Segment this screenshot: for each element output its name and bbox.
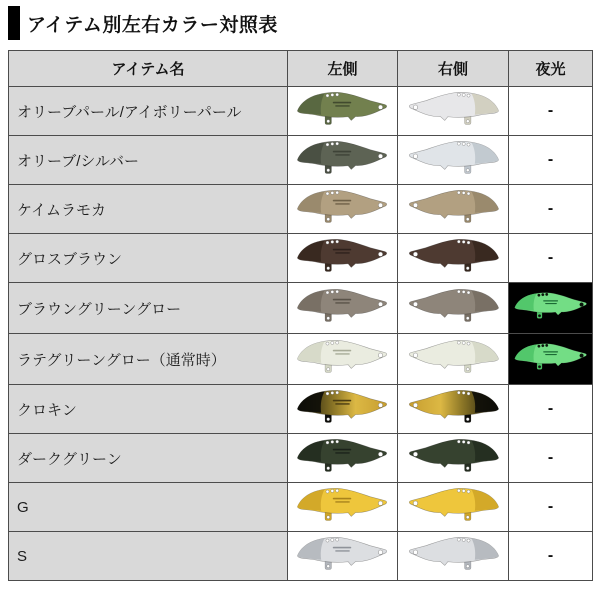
hook-hanger-hole <box>466 515 469 518</box>
back-hole <box>545 344 547 346</box>
item-name: S <box>9 532 288 581</box>
left-side-lure-image <box>288 483 398 532</box>
tail-hole <box>413 105 417 109</box>
item-name: G <box>9 483 288 532</box>
table-row <box>9 136 593 185</box>
back-hole <box>326 539 329 542</box>
lure-body-group <box>297 141 386 173</box>
tail-hole <box>579 354 583 358</box>
back-hole <box>336 391 339 394</box>
back-hole <box>336 341 339 344</box>
lure-body-group <box>409 239 498 271</box>
lure-body-group <box>297 439 386 471</box>
right-side-lure-image <box>398 185 509 234</box>
brand-marking <box>335 353 350 354</box>
glow-black-background <box>509 334 592 384</box>
glow-none <box>509 385 593 434</box>
no-glow-dash: - <box>547 498 554 515</box>
brand-marking <box>333 248 351 250</box>
lure-body-group <box>297 537 386 569</box>
tail-hole <box>378 403 382 407</box>
lure-body-group <box>409 92 498 124</box>
back-hole <box>336 191 339 194</box>
brand-marking <box>545 303 557 304</box>
item-name: ダークグリーン <box>9 434 288 483</box>
back-hole <box>462 93 465 96</box>
hook-hanger-hole <box>327 515 330 518</box>
hook-hanger-hole <box>327 417 330 420</box>
glow-none <box>509 483 593 532</box>
hook-hanger-hole <box>466 266 469 269</box>
back-hole <box>336 440 339 443</box>
lure-right-view <box>405 187 502 232</box>
back-hole <box>457 290 460 293</box>
tail-hole <box>378 252 382 256</box>
hook-hanger-hole <box>538 366 540 368</box>
column-header-glow: 夜光 <box>509 51 593 87</box>
right-side-lure-image <box>398 87 509 136</box>
back-hole <box>326 94 329 97</box>
back-hole <box>462 191 465 194</box>
hook-hanger-hole <box>327 217 330 220</box>
back-hole <box>466 342 469 345</box>
brand-marking <box>333 298 351 300</box>
title-block <box>8 6 278 40</box>
back-hole <box>466 392 469 395</box>
lure-left-view <box>294 485 391 530</box>
no-glow-dash: - <box>547 102 554 119</box>
lure-body-group <box>297 190 386 222</box>
lure-right-view <box>405 436 502 481</box>
back-hole <box>326 291 329 294</box>
item-name: クロキン <box>9 385 288 434</box>
lure-body-group <box>297 239 386 271</box>
tail-hole <box>378 203 382 207</box>
back-hole <box>457 489 460 492</box>
column-header-right-side: 右側 <box>398 51 509 87</box>
back-hole <box>466 143 469 146</box>
lure-left-view <box>294 187 391 232</box>
table-row <box>9 283 593 334</box>
table-row <box>9 87 593 136</box>
back-hole <box>457 341 460 344</box>
no-glow-dash: - <box>547 400 554 417</box>
tail-hole <box>413 452 417 456</box>
hook-hanger-hole <box>466 119 469 122</box>
left-side-lure-image <box>288 87 398 136</box>
right-side-lure-image <box>398 434 509 483</box>
back-hole <box>331 341 334 344</box>
right-side-lure-image <box>398 234 509 283</box>
lure-left-view <box>294 337 391 382</box>
lure-body-group <box>297 289 386 321</box>
back-hole <box>466 192 469 195</box>
lure-left-view <box>294 138 391 183</box>
back-hole <box>545 293 547 295</box>
back-hole <box>466 241 469 244</box>
glow-lure-image <box>509 283 593 334</box>
back-hole <box>331 191 334 194</box>
lure-body-group <box>297 488 386 520</box>
brand-marking <box>333 349 351 351</box>
tail-hole <box>378 154 382 158</box>
hook-hanger-hole <box>327 367 330 370</box>
lure-body-group <box>409 340 498 372</box>
back-hole <box>326 342 329 345</box>
back-hole <box>541 293 543 295</box>
back-hole <box>466 441 469 444</box>
item-name: オリーブパール/アイボリーパール <box>9 87 288 136</box>
back-hole <box>466 490 469 493</box>
lure-right-view <box>405 387 502 432</box>
back-hole <box>457 440 460 443</box>
left-side-lure-image <box>288 532 398 581</box>
back-hole <box>462 240 465 243</box>
lure-body-group <box>409 439 498 471</box>
lure-body-group <box>409 190 498 222</box>
brand-marking <box>333 199 351 201</box>
lure-right-view <box>405 286 502 331</box>
tail-hole <box>378 302 382 306</box>
back-hole <box>331 240 334 243</box>
item-name: ケイムラモカ <box>9 185 288 234</box>
hook-hanger-hole <box>466 417 469 420</box>
lure-body-group <box>409 488 498 520</box>
lure-body-group <box>409 141 498 173</box>
lure-body-group <box>297 390 386 422</box>
brand-marking <box>333 546 351 548</box>
lure-left-view <box>294 436 391 481</box>
column-header-item-name: アイテム名 <box>9 51 288 87</box>
hook-hanger-hole <box>538 315 540 317</box>
lure-body-group <box>514 344 586 370</box>
table-row <box>9 385 593 434</box>
back-hole <box>331 489 334 492</box>
back-hole <box>326 392 329 395</box>
back-hole <box>336 142 339 145</box>
title-bar-icon <box>8 6 20 40</box>
back-hole <box>326 192 329 195</box>
lure-left-view <box>294 534 391 579</box>
table-row <box>9 334 593 385</box>
lure-left-view <box>294 387 391 432</box>
back-hole <box>457 191 460 194</box>
hook-hanger-hole <box>327 168 330 171</box>
no-glow-dash: - <box>547 449 554 466</box>
back-hole <box>326 143 329 146</box>
back-hole <box>331 391 334 394</box>
tail-hole <box>413 403 417 407</box>
back-hole <box>326 241 329 244</box>
hook-hanger-hole <box>466 168 469 171</box>
lure-glow-view <box>512 339 590 379</box>
tail-hole <box>413 550 417 554</box>
brand-marking <box>335 550 350 551</box>
back-hole <box>331 142 334 145</box>
back-hole <box>457 538 460 541</box>
hook-hanger-hole <box>327 119 330 122</box>
back-hole <box>457 391 460 394</box>
back-hole <box>466 94 469 97</box>
glow-none <box>509 234 593 283</box>
column-header-left-side: 左側 <box>288 51 398 87</box>
back-hole <box>462 142 465 145</box>
tail-hole <box>413 203 417 207</box>
brand-marking <box>543 351 558 352</box>
lure-body-group <box>297 92 386 124</box>
back-hole <box>336 240 339 243</box>
glow-none <box>509 434 593 483</box>
brand-marking <box>335 203 350 204</box>
item-name: オリーブ/シルバー <box>9 136 288 185</box>
hook-hanger-hole <box>466 466 469 469</box>
table-row <box>9 185 593 234</box>
left-side-lure-image <box>288 334 398 385</box>
tail-hole <box>378 353 382 357</box>
back-hole <box>462 489 465 492</box>
item-name: ブラウングリーングロー <box>9 283 288 334</box>
back-hole <box>457 93 460 96</box>
brand-marking <box>545 354 557 355</box>
glow-none <box>509 87 593 136</box>
back-hole <box>462 440 465 443</box>
lure-left-view <box>294 89 391 134</box>
tail-hole <box>413 501 417 505</box>
color-comparison-table <box>8 50 593 581</box>
left-side-lure-image <box>288 385 398 434</box>
no-glow-dash: - <box>547 200 554 217</box>
tail-hole <box>413 353 417 357</box>
item-name: グロスブラウン <box>9 234 288 283</box>
back-hole <box>537 345 539 347</box>
glow-black-background <box>509 283 592 333</box>
lure-right-view <box>405 337 502 382</box>
table-row <box>9 532 593 581</box>
hook-hanger-hole <box>466 367 469 370</box>
back-hole <box>541 344 543 346</box>
hook-hanger-hole <box>466 564 469 567</box>
brand-marking <box>333 497 351 499</box>
back-hole <box>457 142 460 145</box>
back-hole <box>462 290 465 293</box>
lure-glow-view <box>512 288 590 328</box>
no-glow-dash: - <box>547 249 554 266</box>
table-row <box>9 434 593 483</box>
tail-hole <box>378 550 382 554</box>
right-side-lure-image <box>398 136 509 185</box>
no-glow-dash: - <box>547 151 554 168</box>
back-hole <box>331 290 334 293</box>
hook-hanger-hole <box>327 316 330 319</box>
back-hole <box>336 489 339 492</box>
back-hole <box>537 294 539 296</box>
left-side-lure-image <box>288 434 398 483</box>
brand-marking <box>333 399 351 401</box>
header-row <box>9 51 593 87</box>
back-hole <box>457 240 460 243</box>
back-hole <box>326 490 329 493</box>
brand-marking <box>335 154 350 155</box>
tail-hole <box>413 302 417 306</box>
lure-right-view <box>405 89 502 134</box>
left-side-lure-image <box>288 185 398 234</box>
brand-marking <box>335 501 350 502</box>
lure-body-group <box>409 537 498 569</box>
right-side-lure-image <box>398 483 509 532</box>
back-hole <box>466 291 469 294</box>
back-hole <box>336 93 339 96</box>
lure-body-group <box>409 289 498 321</box>
tail-hole <box>378 452 382 456</box>
right-side-lure-image <box>398 283 509 334</box>
brand-marking <box>335 452 350 453</box>
lure-right-view <box>405 485 502 530</box>
item-name: ラテグリーングロー（通常時） <box>9 334 288 385</box>
glow-none <box>509 136 593 185</box>
hook-hanger-hole <box>327 466 330 469</box>
tail-hole <box>378 105 382 109</box>
lure-right-view <box>405 138 502 183</box>
back-hole <box>331 440 334 443</box>
brand-marking <box>333 101 351 103</box>
table-row <box>9 483 593 532</box>
brand-marking <box>333 448 351 450</box>
lure-body-group <box>514 293 586 319</box>
left-side-lure-image <box>288 283 398 334</box>
hook-hanger-hole <box>466 316 469 319</box>
lure-left-view <box>294 286 391 331</box>
lure-right-view <box>405 534 502 579</box>
lure-left-view <box>294 236 391 281</box>
lure-right-view <box>405 236 502 281</box>
lure-body-group <box>409 390 498 422</box>
no-glow-dash: - <box>547 547 554 564</box>
back-hole <box>462 341 465 344</box>
tail-hole <box>579 303 583 307</box>
brand-marking <box>335 403 350 404</box>
page-title: アイテム別左右カラー対照表 <box>27 14 278 36</box>
tail-hole <box>413 252 417 256</box>
table-row <box>9 234 593 283</box>
brand-marking <box>335 105 350 106</box>
right-side-lure-image <box>398 334 509 385</box>
tail-hole <box>413 154 417 158</box>
glow-none <box>509 185 593 234</box>
brand-marking <box>333 150 351 152</box>
brand-marking <box>543 300 558 301</box>
brand-marking <box>335 252 350 253</box>
glow-none <box>509 532 593 581</box>
hook-hanger-hole <box>466 217 469 220</box>
back-hole <box>331 93 334 96</box>
glow-lure-image <box>509 334 593 385</box>
left-side-lure-image <box>288 136 398 185</box>
back-hole <box>326 441 329 444</box>
back-hole <box>466 539 469 542</box>
back-hole <box>462 538 465 541</box>
right-side-lure-image <box>398 532 509 581</box>
lure-body-group <box>297 340 386 372</box>
back-hole <box>331 538 334 541</box>
brand-marking <box>335 302 350 303</box>
back-hole <box>336 290 339 293</box>
hook-hanger-hole <box>327 266 330 269</box>
back-hole <box>462 391 465 394</box>
left-side-lure-image <box>288 234 398 283</box>
back-hole <box>336 538 339 541</box>
right-side-lure-image <box>398 385 509 434</box>
tail-hole <box>378 501 382 505</box>
hook-hanger-hole <box>327 564 330 567</box>
